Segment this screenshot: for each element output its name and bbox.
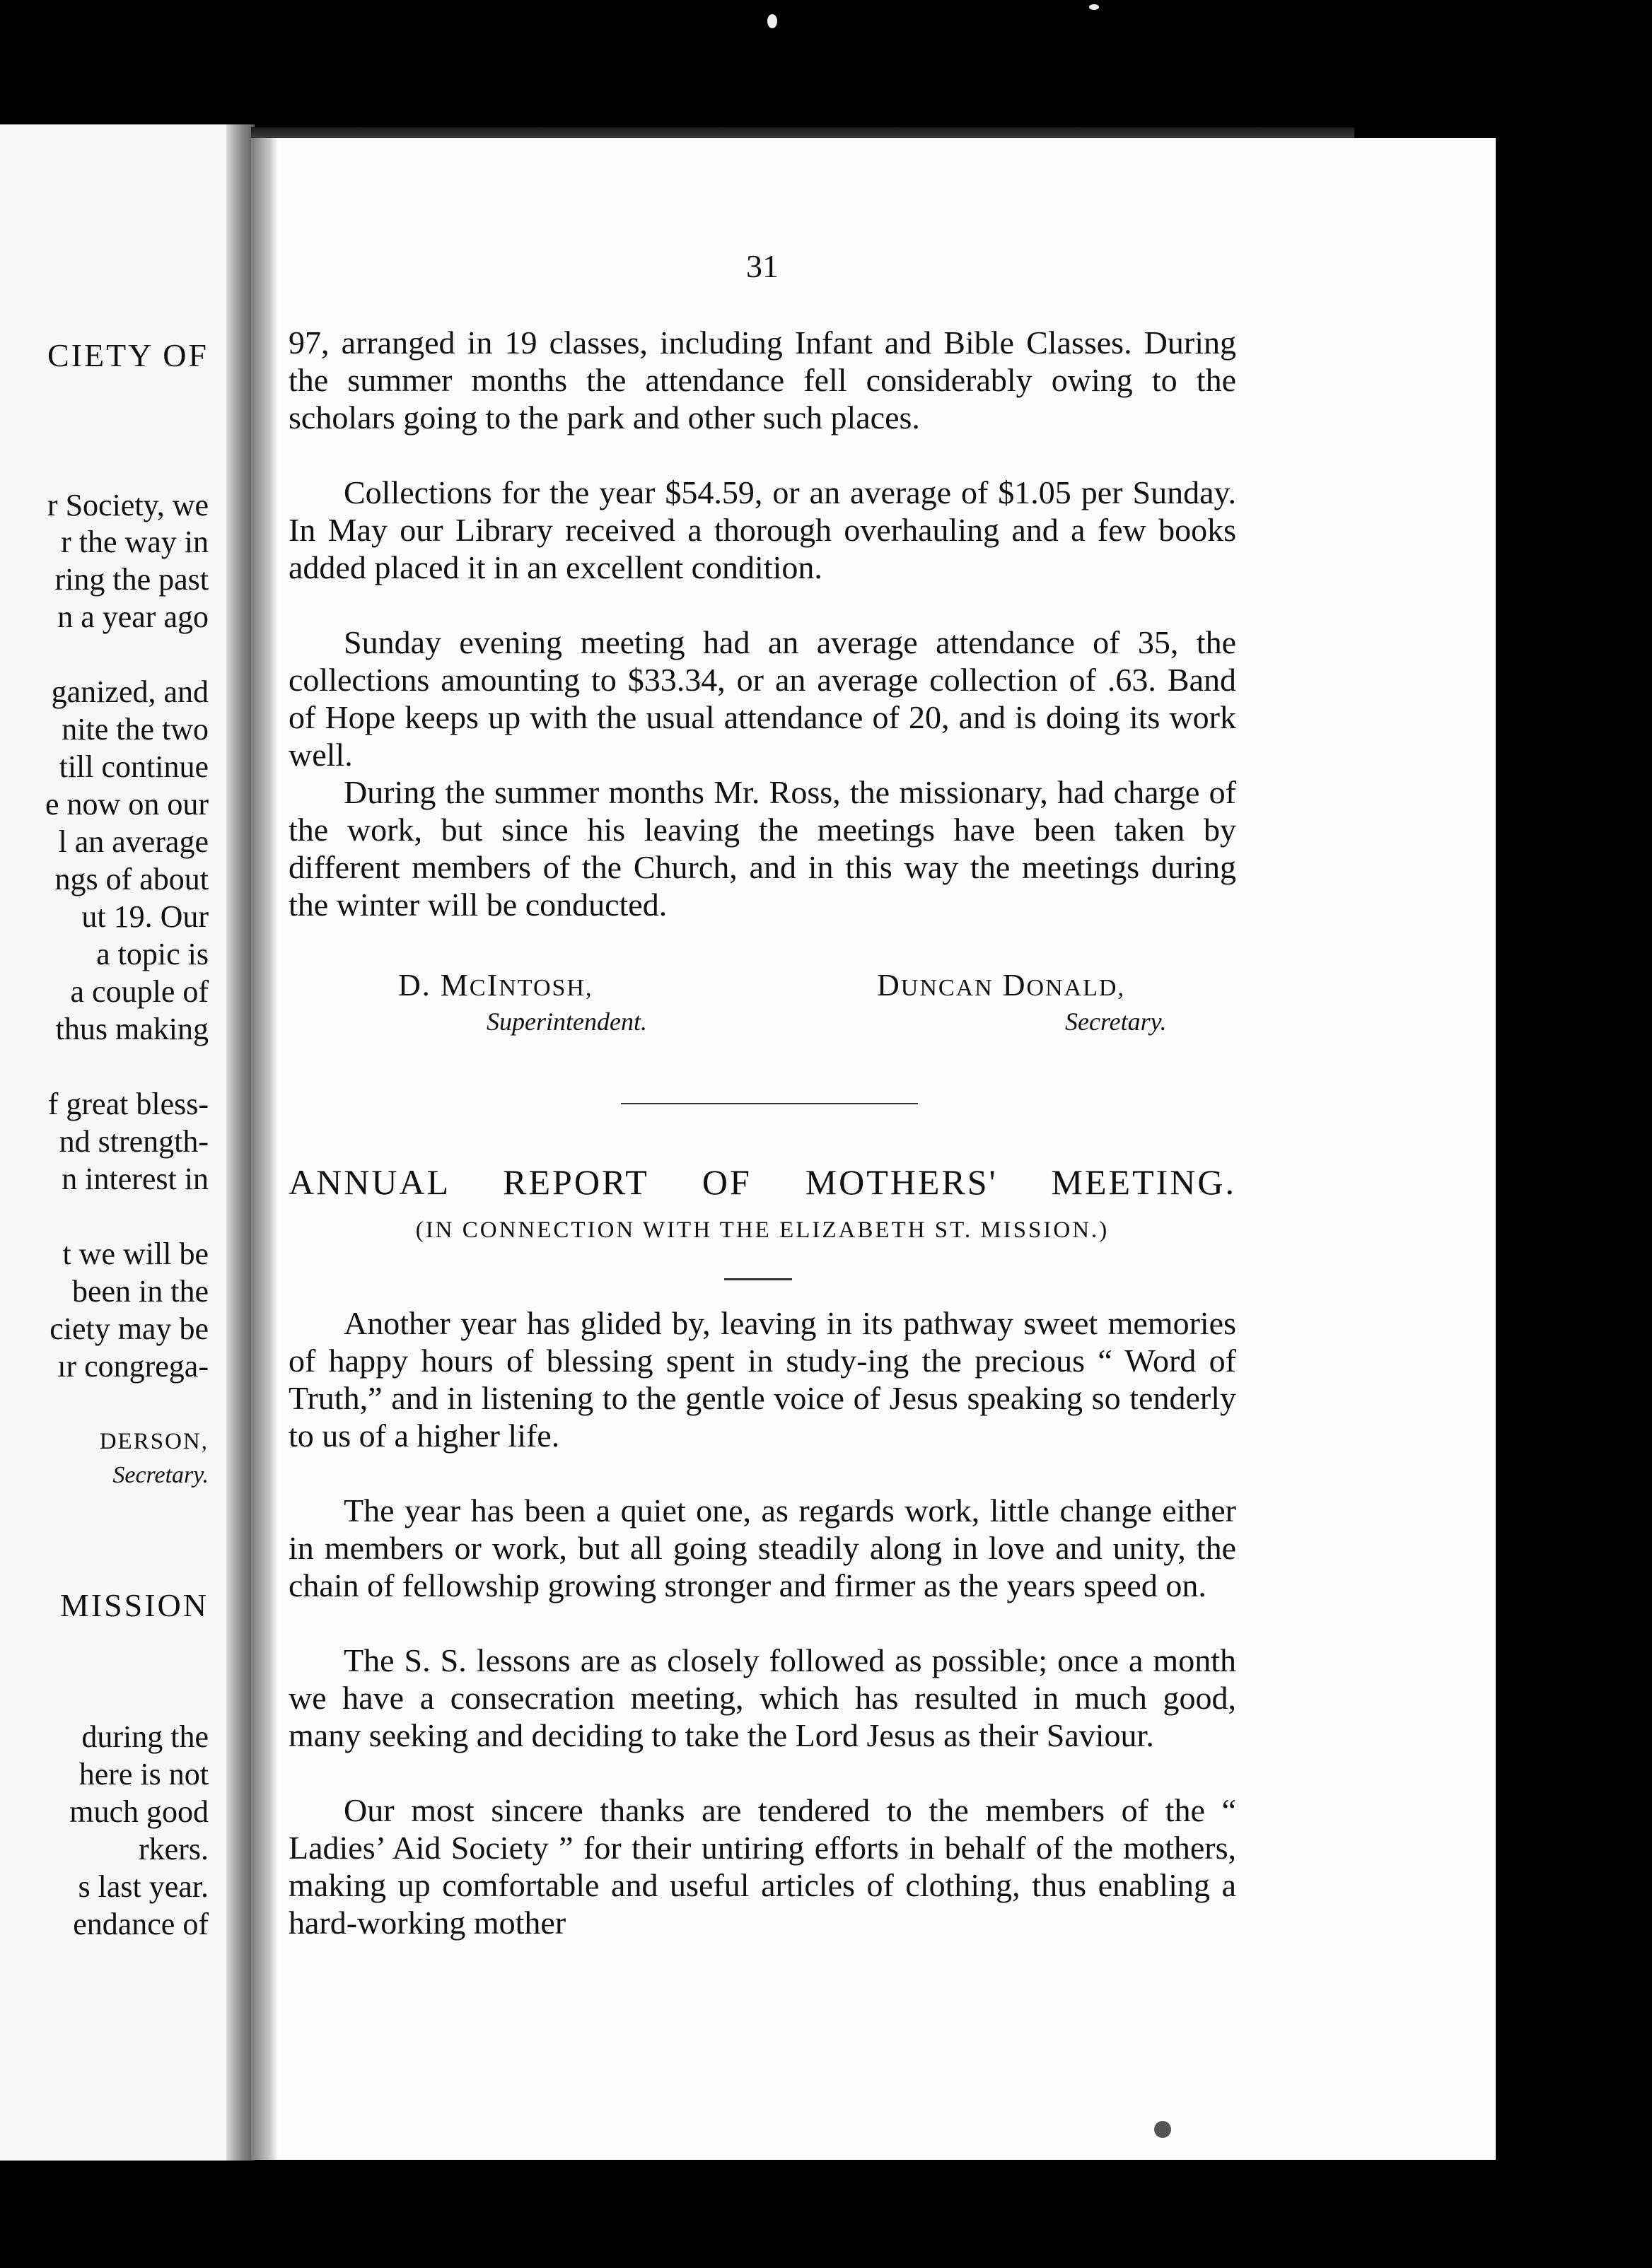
left-page-line: f great bless- [47,1087,209,1121]
book-gutter [226,124,255,2161]
section-paragraph-2: The year has been a quiet one, as regards work, little change either in members or work, but all going steadily along in love and unity, the chain of fellowship growing stronger and firmer as the years speed on. [289,1492,1236,1603]
title-underline [724,1278,792,1280]
section-title: ANNUAL REPORT OF MOTHERS' MEETING. [289,1162,1236,1202]
left-page-line: ring the past [54,562,209,597]
section-subtitle: (IN CONNECTION WITH THE ELIZABETH ST. MISSION.) [415,1217,1110,1243]
left-page-line: nd strength- [59,1124,209,1159]
left-page-line: r Society, we [47,488,209,522]
signature-title-secretary: Secretary. [1065,1007,1167,1036]
left-page-line: MISSION [59,1587,209,1623]
section-paragraph-3: The S. S. lessons are as closely followed as possible; once a month we have a consecration meeting, which has resulted in much good, many seeking and deciding to take the Lord Jesus as their Saviour. [289,1642,1236,1753]
left-page-line: t we will be [62,1237,209,1271]
signature-block [289,967,1236,1045]
scan-speck [1154,2121,1171,2138]
left-page-line: ır congrega- [57,1349,209,1384]
left-page-line: n interest in [62,1162,209,1196]
left-page-line: Secretary. [112,1462,209,1488]
signature-mcintosh: D. MCINTOSH, [398,968,593,1003]
left-page-line: s last year. [78,1869,209,1904]
signature-title-superintendent: Superintendent. [487,1007,647,1036]
left-page-line: much good [69,1794,209,1829]
scan-speck [1089,4,1099,10]
section-paragraph-1: Another year has glided by, leaving in its pathway sweet memories of happy hours of blessing spent in study-ing the precious “ Word of Truth,” and in listening to the gentle voice of Jesus speaking so tenderly to us of a higher life. [289,1305,1236,1454]
left-page-line: ngs of about [54,862,209,896]
left-page-line: l an average [58,824,209,859]
left-page-line: CIETY OF [47,337,209,373]
left-page-line: ciety may be [50,1311,209,1346]
left-page-line: ganized, and [51,674,209,709]
section-paragraph-4: Our most sincere thanks are tendered to the members of the “ Ladies’ Aid Society ” for their untiring efforts in behalf of the mothers, making up comfortable and useful articles of clothing, thus enabling a hard-working mother [289,1792,1236,1941]
left-page-line: e now on our [45,787,209,822]
scan-speck [767,14,777,28]
left-page-line: DERSON, [99,1429,209,1454]
signature-donald: DUNCAN DONALD, [877,968,1125,1003]
left-page-line: rkers. [139,1832,209,1866]
page-number: 31 [746,248,779,284]
paragraph-3: Sunday evening meeting had an average attendance of 35, the collections amounting to $33.34, or an average collection of .63. Band of Hope keeps up with the usual attendance of 20, and is doing its work well. [289,624,1236,773]
left-page-line: here is not [78,1757,209,1791]
left-page-line: a couple of [70,974,209,1009]
left-page-line: ut 19. Our [81,899,209,934]
left-page-line: during the [81,1719,209,1754]
left-page-line: endance of [73,1907,209,1941]
left-page-line: till continue [59,749,209,784]
paragraph-1: 97, arranged in 19 classes, including Infant and Bible Classes. During the summer months the attendance fell considerably owing to the scholars going to the park and other such places. [289,325,1236,436]
left-page-line: been in the [71,1274,209,1309]
left-page-line: a topic is [96,937,209,971]
paragraph-4: During the summer months Mr. Ross, the missionary, had charge of the work, but since his leaving the meetings have been taken by different members of the Church, and in this way the meetings during the winter will be conducted. [289,774,1236,923]
section-divider [621,1103,918,1104]
spine-shade [251,138,278,2160]
left-page-line: r the way in [61,525,209,559]
left-page-line: thus making [55,1012,209,1046]
paragraph-2: Collections for the year $54.59, or an average of $1.05 per Sunday. In May our Library received a thorough overhauling and a few books added placed it in an excellent condition. [289,474,1236,585]
left-page-line: n a year ago [57,600,209,634]
left-page-line: nite the two [62,712,209,747]
